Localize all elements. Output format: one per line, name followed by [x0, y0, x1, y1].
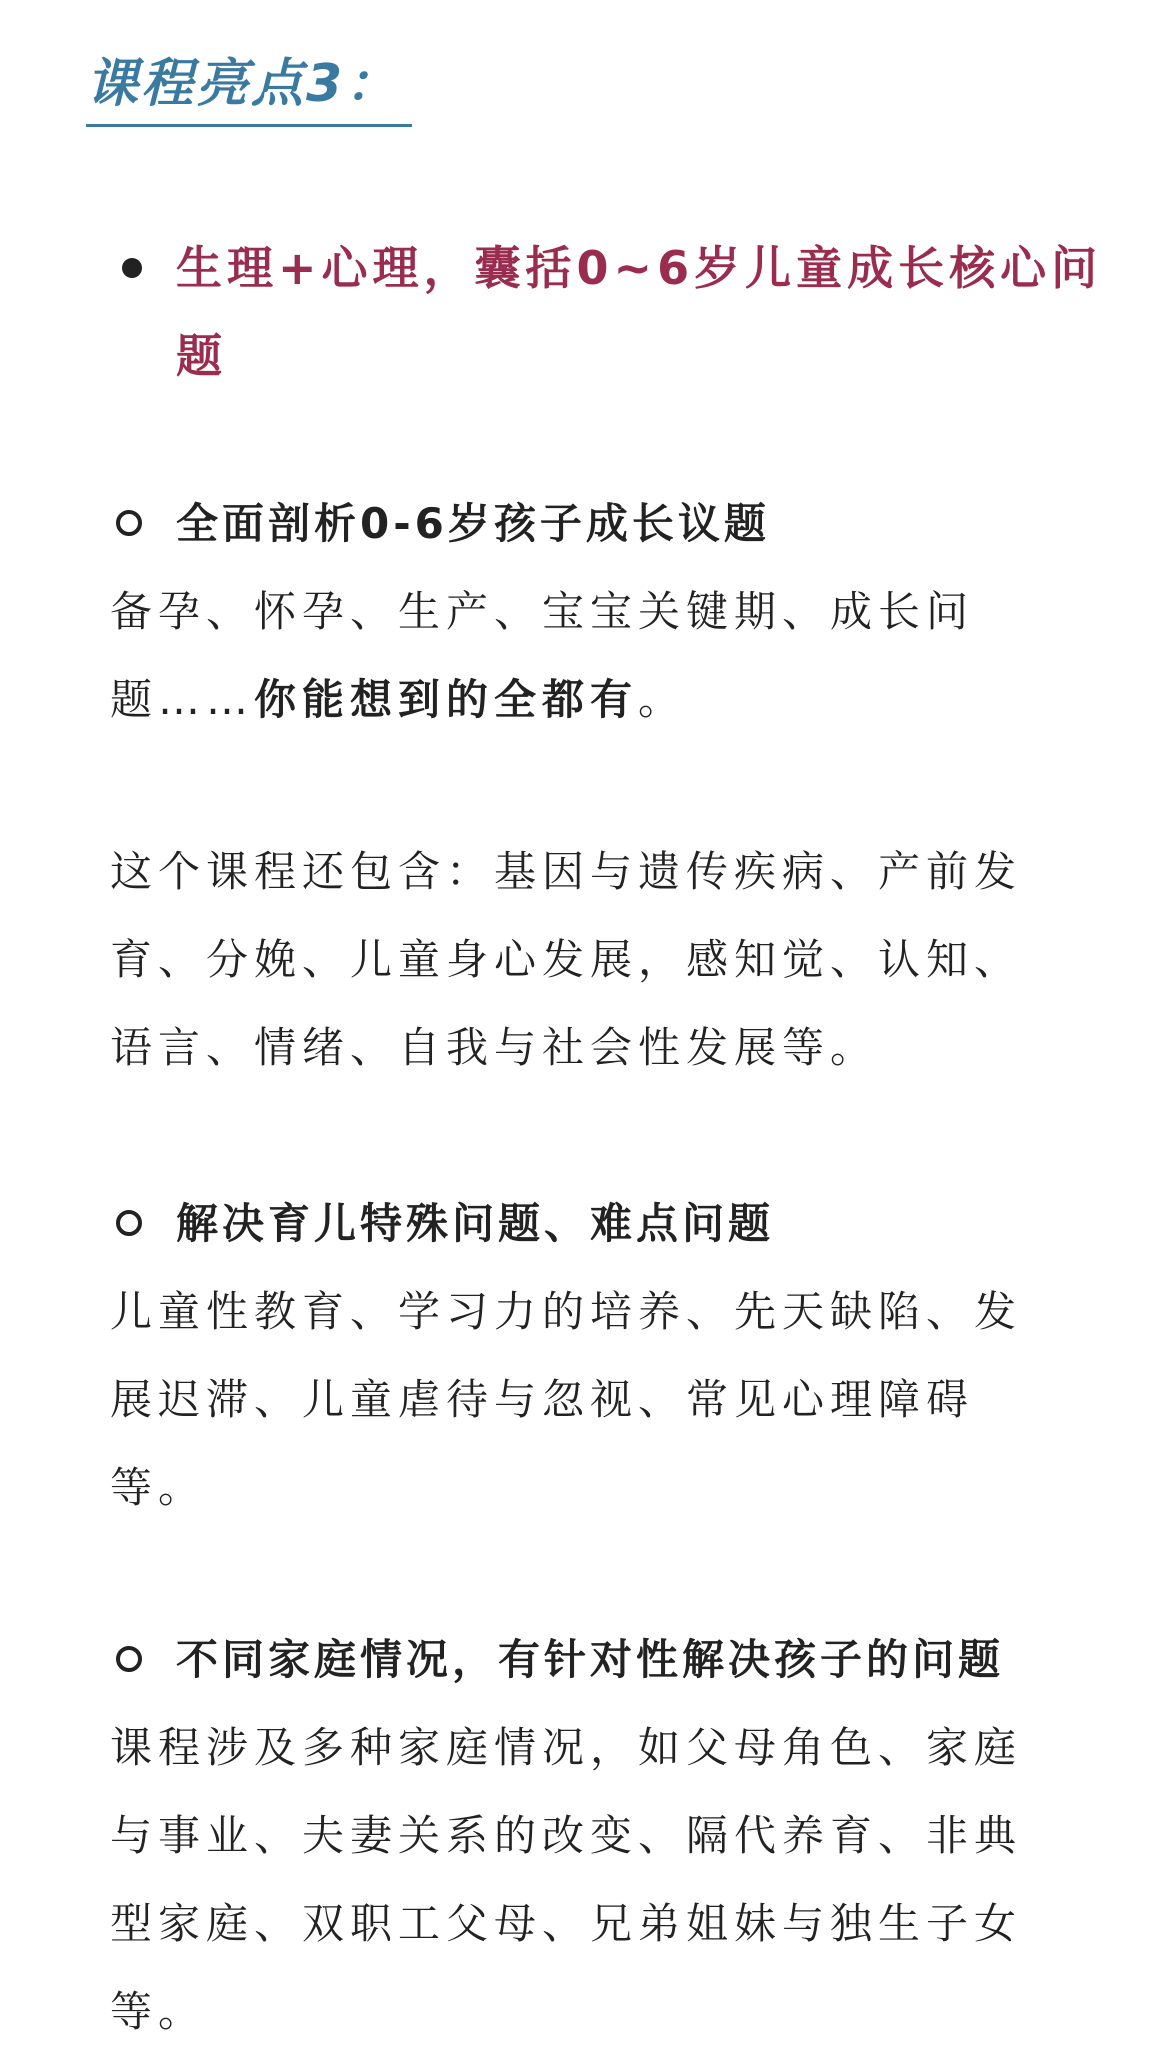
body-line: 语言、情绪、自我与社会性发展等。	[110, 1023, 879, 1072]
circle-bullet-icon	[116, 1646, 142, 1672]
topic-title: 解决育儿特殊问题、难点问题	[176, 1199, 775, 1248]
body-line: 与事业、夫妻关系的改变、隔代养育、非典	[110, 1811, 1023, 1860]
body-line-suffix: 。	[638, 675, 687, 724]
highlight-bullet	[110, 224, 1110, 400]
body-line: 育、分娩、儿童身心发展，感知觉、认知、	[110, 935, 1023, 984]
section-title: 课程亮点3：	[86, 44, 412, 127]
body-emphasis: 你能想到的全都有	[254, 675, 639, 724]
topic-growth-issues	[110, 480, 1070, 744]
body-line: 备孕、怀孕、生产、宝宝关键期、成长问	[110, 587, 975, 636]
circle-bullet-icon	[116, 1210, 142, 1236]
body-line: 型家庭、双职工父母、兄弟姐妹与独生子女	[110, 1899, 1023, 1948]
body-line: 这个课程还包含：基因与遗传疾病、产前发	[110, 847, 1023, 896]
topic-special-problems	[110, 1180, 1070, 1532]
course-contents-paragraph	[110, 828, 1070, 1092]
body-line: 课程涉及多种家庭情况，如父母角色、家庭	[110, 1723, 1023, 1772]
body-line: 等。	[110, 1987, 207, 2036]
body-line: 儿童性教育、学习力的培养、先天缺陷、发	[110, 1287, 1023, 1336]
body-line: 等。	[110, 1463, 207, 1512]
circle-bullet-icon	[116, 510, 142, 536]
topic-body	[110, 1268, 1070, 1532]
topic-body	[110, 568, 1070, 744]
body-line-prefix: 题……	[110, 675, 255, 724]
topic-title: 不同家庭情况，有针对性解决孩子的问题	[176, 1635, 1005, 1684]
paragraph-body	[110, 828, 1070, 1092]
topic-family-situations	[110, 1616, 1070, 2056]
topic-title: 全面剖析0-6岁孩子成长议题	[176, 499, 770, 548]
highlight-text: 生理+心理，囊括0~6岁儿童成长核心问题	[176, 241, 1103, 383]
bullet-dot-icon	[122, 258, 142, 278]
topic-body	[110, 1704, 1070, 2056]
body-line: 展迟滞、儿童虐待与忽视、常见心理障碍	[110, 1375, 975, 1424]
